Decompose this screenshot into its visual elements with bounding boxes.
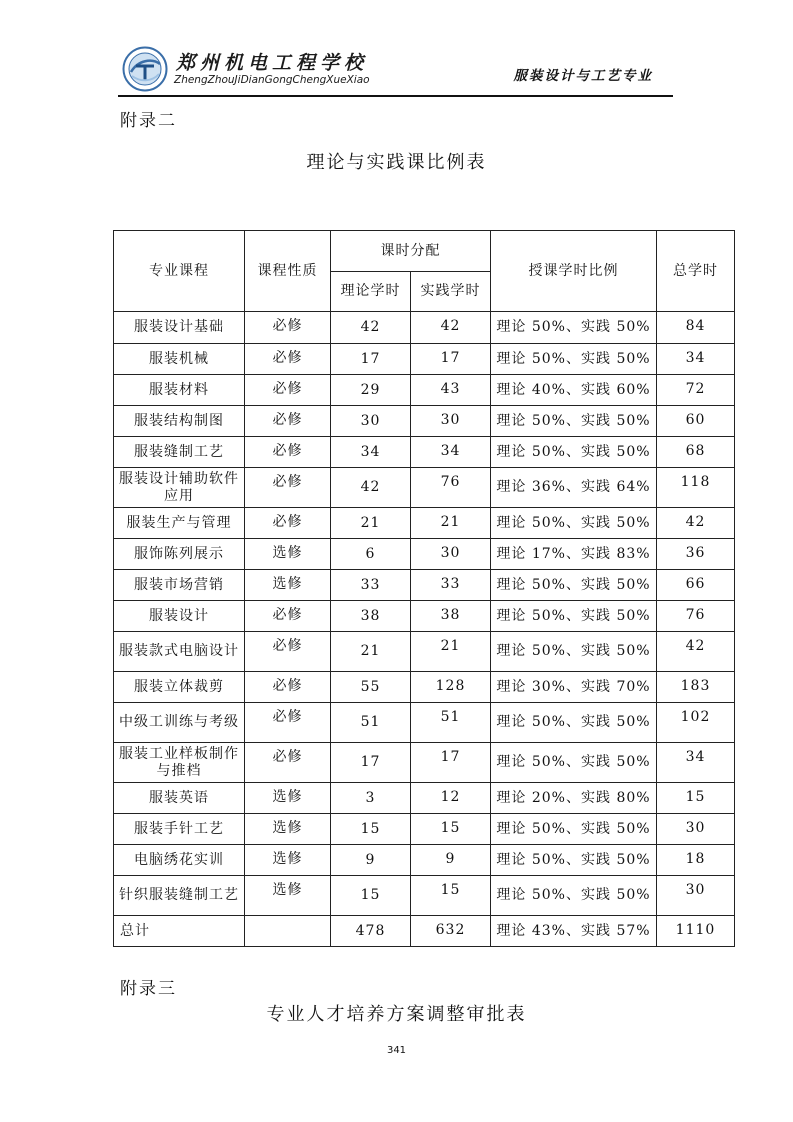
practice-hours-cell: 42 [411,312,491,344]
nature-cell: 必修 [245,508,331,539]
nature-cell: 选修 [245,845,331,876]
practice-hours-cell: 38 [411,601,491,632]
nature-cell: 必修 [245,632,331,672]
ratio-cell: 理论 50%、实践 50% [491,601,657,632]
total-hours-cell: 66 [657,570,735,601]
total-hours-cell: 84 [657,312,735,344]
theory-hours-cell: 17 [331,344,411,375]
header-nature: 课程性质 [245,231,331,312]
nature-cell: 选修 [245,570,331,601]
theory-hours-cell: 55 [331,672,411,703]
ratio-cell: 理论 40%、实践 60% [491,375,657,406]
nature-cell: 必修 [245,743,331,783]
table-row [114,845,735,876]
practice-hours-cell: 128 [411,672,491,703]
total-hours-cell: 60 [657,406,735,437]
course-cell: 服装款式电脑设计 [114,632,245,672]
theory-hours-cell: 9 [331,845,411,876]
ratio-cell: 理论 50%、实践 50% [491,845,657,876]
course-cell: 服装机械 [114,344,245,375]
header-hours: 课时分配 [331,231,491,272]
theory-hours-cell: 42 [331,312,411,344]
nature-cell: 必修 [245,344,331,375]
ratio-cell: 理论 50%、实践 50% [491,876,657,916]
school-name-en: ZhengZhouJiDianGongChengXueXiao [174,74,370,86]
practice-hours-cell: 51 [411,703,491,743]
practice-hours-cell: 34 [411,437,491,468]
total-hours-cell: 118 [657,468,735,508]
nature-cell: 必修 [245,312,331,344]
ratio-cell: 理论 50%、实践 50% [491,632,657,672]
theory-hours-cell: 33 [331,570,411,601]
nature-cell [245,916,331,947]
practice-hours-cell: 30 [411,539,491,570]
table-row [114,437,735,468]
header-practice: 实践学时 [411,272,491,312]
total-hours-cell: 18 [657,845,735,876]
table-row [114,508,735,539]
practice-hours-cell: 15 [411,814,491,845]
theory-hours-cell: 29 [331,375,411,406]
total-hours-cell: 42 [657,632,735,672]
theory-hours-cell: 21 [331,508,411,539]
course-cell: 服装英语 [114,783,245,814]
header-divider [118,95,673,97]
ratio-cell: 理论 43%、实践 57% [491,916,657,947]
theory-hours-cell: 6 [331,539,411,570]
ratio-cell: 理论 17%、实践 83% [491,539,657,570]
total-hours-cell: 1110 [657,916,735,947]
ratio-cell: 理论 20%、实践 80% [491,783,657,814]
table-row [114,672,735,703]
practice-hours-cell: 632 [411,916,491,947]
total-hours-cell: 183 [657,672,735,703]
practice-hours-cell: 9 [411,845,491,876]
page-header [118,40,673,96]
practice-hours-cell: 15 [411,876,491,916]
table-row [114,344,735,375]
table-row [114,570,735,601]
ratio-cell: 理论 50%、实践 50% [491,344,657,375]
ratio-cell: 理论 50%、实践 50% [491,406,657,437]
ratio-cell: 理论 50%、实践 50% [491,508,657,539]
table-row [114,743,735,783]
nature-cell: 选修 [245,876,331,916]
course-cell: 服装材料 [114,375,245,406]
total-hours-cell: 34 [657,743,735,783]
practice-hours-cell: 76 [411,468,491,508]
course-cell: 服装市场营销 [114,570,245,601]
ratio-cell: 理论 50%、实践 50% [491,570,657,601]
practice-hours-cell: 12 [411,783,491,814]
nature-cell: 选修 [245,783,331,814]
ratio-cell: 理论 50%、实践 50% [491,703,657,743]
course-cell: 服装结构制图 [114,406,245,437]
major-name: 服装设计与工艺专业 [513,68,653,84]
page-number: 341 [386,1045,407,1056]
theory-hours-cell: 51 [331,703,411,743]
table-title: 理论与实践课比例表 [306,152,487,173]
theory-hours-cell: 15 [331,814,411,845]
table-row [114,539,735,570]
ratio-cell: 理论 50%、实践 50% [491,743,657,783]
total-hours-cell: 15 [657,783,735,814]
ratio-table [113,230,735,947]
table-body [114,312,735,947]
practice-hours-cell: 17 [411,344,491,375]
nature-cell: 必修 [245,468,331,508]
header-row [114,231,735,272]
header-total: 总学时 [657,231,735,312]
table-row [114,601,735,632]
theory-hours-cell: 15 [331,876,411,916]
course-cell: 服装生产与管理 [114,508,245,539]
total-hours-cell: 76 [657,601,735,632]
course-cell: 总计 [114,916,245,947]
practice-hours-cell: 30 [411,406,491,437]
nature-cell: 选修 [245,539,331,570]
appendix-3-label: 附录三 [120,979,177,999]
nature-cell: 必修 [245,672,331,703]
practice-hours-cell: 21 [411,632,491,672]
header-theory: 理论学时 [331,272,411,312]
table-row [114,703,735,743]
school-name-cn: 郑州机电工程学校 [176,52,369,74]
appendix-3-title: 专业人才培养方案调整审批表 [266,1004,527,1025]
total-hours-cell: 72 [657,375,735,406]
nature-cell: 必修 [245,437,331,468]
course-cell: 针织服装缝制工艺 [114,876,245,916]
table-row [114,814,735,845]
table-row [114,406,735,437]
nature-cell: 必修 [245,375,331,406]
course-cell: 服装设计基础 [114,312,245,344]
table-row [114,312,735,344]
nature-cell: 选修 [245,814,331,845]
total-hours-cell: 68 [657,437,735,468]
ratio-cell: 理论 50%、实践 50% [491,814,657,845]
course-cell: 服装设计 [114,601,245,632]
practice-hours-cell: 33 [411,570,491,601]
practice-hours-cell: 43 [411,375,491,406]
course-cell: 服装设计辅助软件应用 [114,468,245,508]
course-cell: 服装立体裁剪 [114,672,245,703]
theory-hours-cell: 17 [331,743,411,783]
appendix-2-label: 附录二 [120,111,177,131]
theory-hours-cell: 30 [331,406,411,437]
theory-hours-cell: 38 [331,601,411,632]
table-row [114,632,735,672]
theory-hours-cell: 34 [331,437,411,468]
theory-hours-cell: 42 [331,468,411,508]
header-ratio: 授课学时比例 [491,231,657,312]
nature-cell: 必修 [245,703,331,743]
total-hours-cell: 30 [657,876,735,916]
ratio-cell: 理论 50%、实践 50% [491,437,657,468]
theory-hours-cell: 21 [331,632,411,672]
nature-cell: 必修 [245,406,331,437]
course-cell: 服装手针工艺 [114,814,245,845]
total-hours-cell: 42 [657,508,735,539]
course-cell: 中级工训练与考级 [114,703,245,743]
course-cell: 电脑绣花实训 [114,845,245,876]
practice-hours-cell: 17 [411,743,491,783]
course-cell: 服装缝制工艺 [114,437,245,468]
table-row [114,375,735,406]
ratio-cell: 理论 36%、实践 64% [491,468,657,508]
table-row [114,876,735,916]
total-row [114,916,735,947]
table-row [114,468,735,508]
ratio-cell: 理论 50%、实践 50% [491,312,657,344]
practice-hours-cell: 21 [411,508,491,539]
theory-hours-cell: 478 [331,916,411,947]
table-row [114,783,735,814]
total-hours-cell: 30 [657,814,735,845]
total-hours-cell: 34 [657,344,735,375]
nature-cell: 必修 [245,601,331,632]
course-cell: 服饰陈列展示 [114,539,245,570]
header-course: 专业课程 [114,231,245,312]
theory-hours-cell: 3 [331,783,411,814]
course-cell: 服装工业样板制作与推档 [114,743,245,783]
total-hours-cell: 36 [657,539,735,570]
total-hours-cell: 102 [657,703,735,743]
ratio-cell: 理论 30%、实践 70% [491,672,657,703]
school-logo [122,46,168,92]
